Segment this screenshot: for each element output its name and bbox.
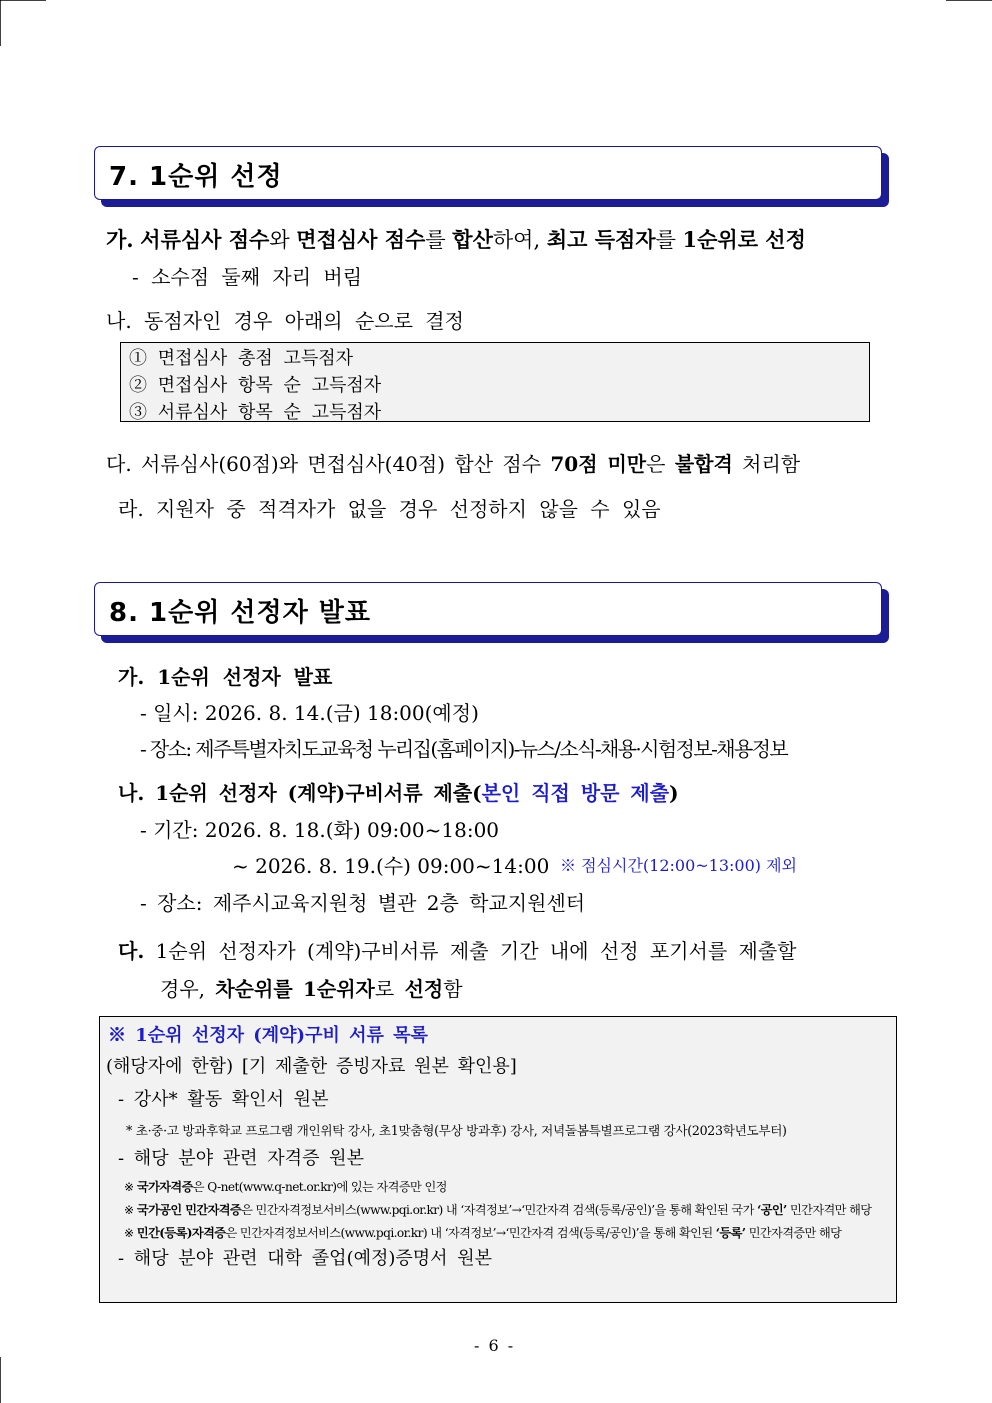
section-8-lunch-note: ※ 점심시간(12:00~13:00) 제외: [560, 856, 798, 875]
section-7-item-ga: 가. 서류심사 점수와 면접심사 점수를 합산하여, 최고 득점자를 1순위로 선정: [106, 227, 806, 252]
section-7-header: [94, 146, 882, 200]
docs-item-1-note: * 초·중·고 방과후학교 프로그램 개인위탁 강사, 초1맞춤형(무상 방과후) 강사, 저녁돌봄특별프로그램 강사(2023학년도부터): [126, 1123, 787, 1138]
docs-box-note: (해당자에 한함) [기 제출한 증빙자료 원본 확인용]: [106, 1056, 517, 1077]
tie-rule-2: ② 면접심사 항목 순 고득점자: [129, 375, 382, 396]
page-number: - 6 -: [474, 1336, 514, 1355]
section-8-item-ga: 가. 1순위 선정자 발표: [118, 665, 333, 689]
section-8-title: 8. 1순위 선정자 발표: [109, 598, 372, 628]
section-8-na-period-1: - 기간: 2026. 8. 18.(화) 09:00~18:00: [140, 818, 500, 842]
tie-rule-1: ① 면접심사 총점 고득점자: [129, 348, 354, 369]
section-8-header: [94, 582, 882, 636]
cert-note-3: ※ 민간(등록)자격증은 민간자격정보서비스(www.pqi.or.kr) 내 ‘자격정보’→‘민간자격 검색(등록/공인)’을 통해 확인된 ‘등록’ 민간자격증만 해당: [124, 1226, 842, 1240]
section-8-da-line-2: 경우, 차순위를 1순위자로 선정함: [160, 977, 463, 1001]
section-7-title: 7. 1순위 선정: [109, 162, 283, 192]
cert-note-1: ※ 국가자격증은 Q-net(www.q-net.or.kr)에 있는 자격증만 인정: [124, 1180, 447, 1194]
crop-mark-top-right: [942, 0, 992, 50]
section-8-na-period-2: ~ 2026. 8. 19.(수) 09:00~14:00: [232, 854, 550, 878]
tie-rule-3: ③ 서류심사 항목 순 고득점자: [129, 402, 382, 423]
section-8-ga-date: - 일시: 2026. 8. 14.(금) 18:00(예정): [140, 701, 479, 725]
section-8-item-na: 나. 1순위 선정자 (계약)구비서류 제출(본인 직접 방문 제출): [118, 781, 679, 805]
required-documents-box: [99, 1016, 897, 1303]
section-8-na-place: - 장소: 제주시교육지원청 별관 2층 학교지원센터: [140, 891, 586, 915]
tie-break-table: [120, 342, 870, 422]
section-7-item-da: 다. 서류심사(60점)와 면접심사(40점) 합산 점수 70점 미만은 불합격 처리함: [106, 452, 801, 476]
section-7-item-na: 나. 동점자인 경우 아래의 순으로 결정: [106, 309, 464, 333]
section-7-ga-sub: - 소수점 둘째 자리 버림: [132, 265, 363, 289]
docs-item-2: - 해당 분야 관련 자격증 원본: [118, 1148, 364, 1169]
crop-mark-bottom-left: [0, 1353, 50, 1403]
crop-mark-top-left: [0, 0, 50, 50]
docs-item-1: - 강사* 활동 확인서 원본: [118, 1089, 329, 1110]
docs-box-title: ※ 1순위 선정자 (계약)구비 서류 목록: [108, 1025, 428, 1046]
section-8-item-da: 다. 1순위 선정자가 (계약)구비서류 제출 기간 내에 선정 포기서를 제출할: [118, 939, 797, 963]
docs-item-3: - 해당 분야 관련 대학 졸업(예정)증명서 원본: [118, 1248, 493, 1269]
section-7-item-ra: 라. 지원자 중 적격자가 없을 경우 선정하지 않을 수 있음: [118, 497, 661, 521]
cert-note-2: ※ 국가공인 민간자격증은 민간자격정보서비스(www.pqi.or.kr) 내 ‘자격정보’→‘민간자격 검색(등록/공인)’을 통해 확인된 국가 ‘공인’ 민간자격만 해당: [124, 1203, 872, 1217]
section-8-ga-place: - 장소: 제주특별자치도교육청 누리집(홈페이지)-뉴스/소식-채용·시험정보-채용정보: [140, 737, 788, 761]
